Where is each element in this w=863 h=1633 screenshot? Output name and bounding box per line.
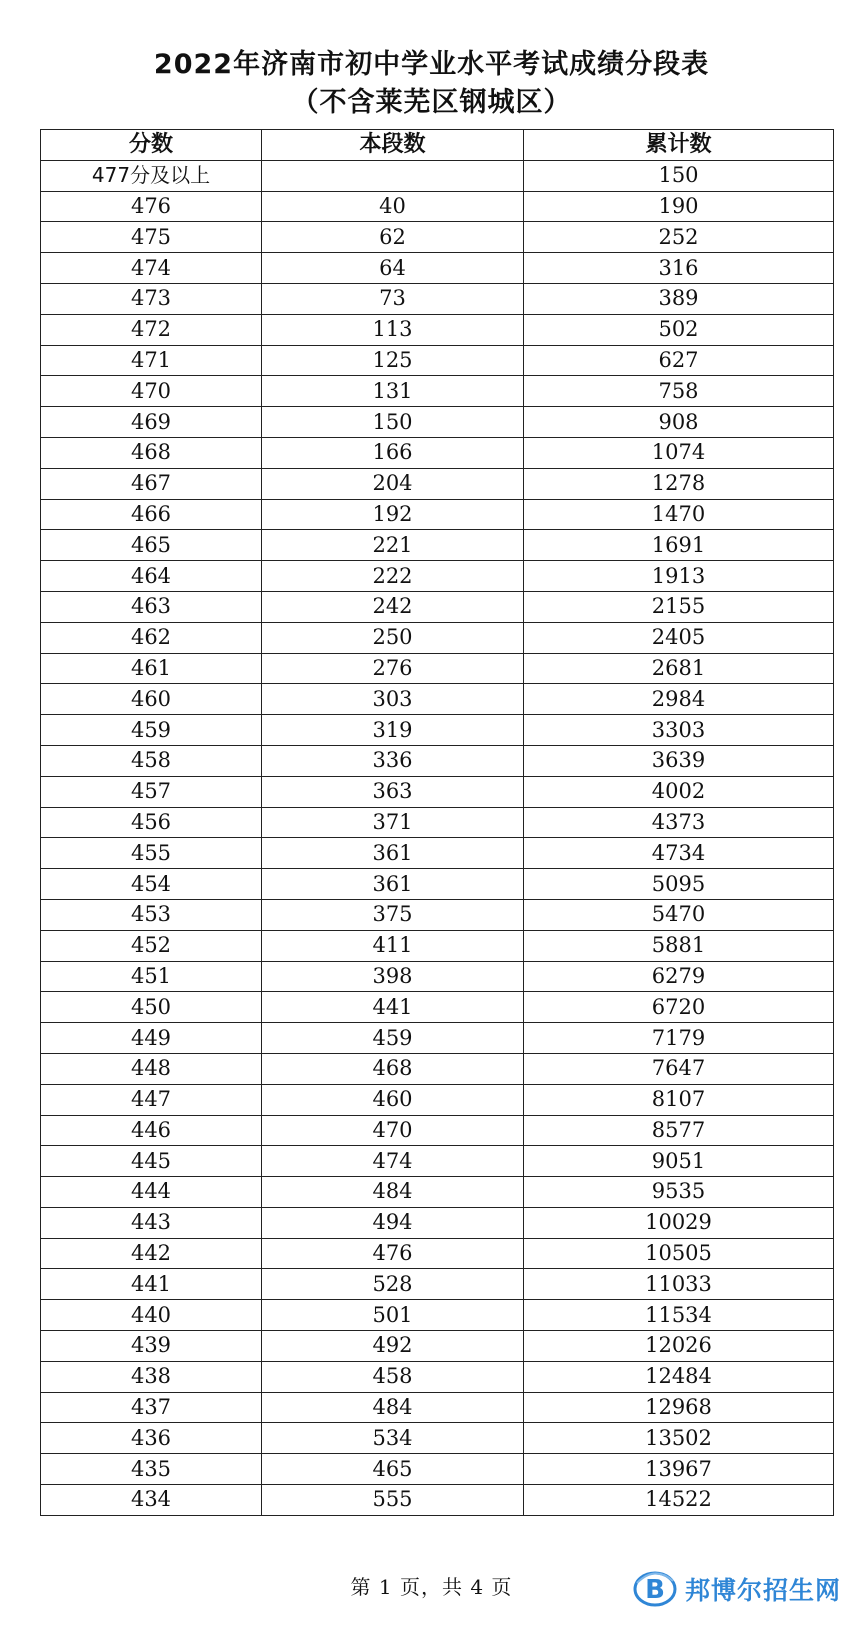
table-row (41, 1115, 834, 1146)
table-row (41, 1084, 834, 1115)
table-header-row (41, 130, 834, 161)
cumulative-count-cell: 10029 (524, 1207, 834, 1238)
segment-count-cell: 361 (262, 869, 524, 900)
score-cell: 474 (41, 253, 262, 284)
score-cell: 458 (41, 745, 262, 776)
score-cell: 460 (41, 684, 262, 715)
segment-count-cell: 375 (262, 899, 524, 930)
segment-count-cell: 371 (262, 807, 524, 838)
score-cell: 454 (41, 869, 262, 900)
table-row (41, 468, 834, 499)
segment-count-cell: 484 (262, 1392, 524, 1423)
cumulative-count-cell: 627 (524, 345, 834, 376)
cumulative-count-cell: 7647 (524, 1053, 834, 1084)
table-row (41, 160, 834, 191)
segment-count-cell: 484 (262, 1177, 524, 1208)
segment-count-cell: 222 (262, 561, 524, 592)
score-cell: 476 (41, 191, 262, 222)
score-cell: 457 (41, 776, 262, 807)
score-cell: 445 (41, 1146, 262, 1177)
score-cell: 434 (41, 1485, 262, 1516)
score-cell: 450 (41, 992, 262, 1023)
cumulative-count-cell: 8107 (524, 1084, 834, 1115)
table-row (41, 1207, 834, 1238)
segment-count-cell: 113 (262, 314, 524, 345)
segment-count-cell: 468 (262, 1053, 524, 1084)
segment-count-cell: 501 (262, 1300, 524, 1331)
segment-count-cell: 465 (262, 1454, 524, 1485)
score-cell: 446 (41, 1115, 262, 1146)
table-row (41, 1238, 834, 1269)
table-row (41, 745, 834, 776)
cumulative-count-cell: 316 (524, 253, 834, 284)
score-cell: 437 (41, 1392, 262, 1423)
cumulative-count-cell: 5470 (524, 899, 834, 930)
cumulative-count-cell: 4734 (524, 838, 834, 869)
segment-count-cell: 131 (262, 376, 524, 407)
cumulative-count-cell: 252 (524, 222, 834, 253)
cumulative-count-cell: 12026 (524, 1331, 834, 1362)
segment-count-cell: 40 (262, 191, 524, 222)
table-row (41, 591, 834, 622)
score-cell: 469 (41, 407, 262, 438)
score-cell: 453 (41, 899, 262, 930)
score-cell: 466 (41, 499, 262, 530)
segment-count-cell: 242 (262, 591, 524, 622)
segment-count-cell: 221 (262, 530, 524, 561)
table-row (41, 345, 834, 376)
cumulative-count-cell: 13967 (524, 1454, 834, 1485)
table-row (41, 653, 834, 684)
segment-count-cell: 276 (262, 653, 524, 684)
segment-count-cell: 534 (262, 1423, 524, 1454)
cumulative-count-cell: 1074 (524, 437, 834, 468)
table-row (41, 1423, 834, 1454)
table-row (41, 499, 834, 530)
segment-count-cell: 204 (262, 468, 524, 499)
segment-count-cell: 441 (262, 992, 524, 1023)
table-row (41, 1269, 834, 1300)
segment-count-cell: 476 (262, 1238, 524, 1269)
table-row (41, 530, 834, 561)
table-row (41, 869, 834, 900)
segment-count-cell: 319 (262, 715, 524, 746)
segment-count-cell: 555 (262, 1485, 524, 1516)
segment-count-cell: 458 (262, 1361, 524, 1392)
score-cell: 440 (41, 1300, 262, 1331)
cumulative-count-cell: 3303 (524, 715, 834, 746)
cumulative-count-cell: 758 (524, 376, 834, 407)
cumulative-count-cell: 12484 (524, 1361, 834, 1392)
score-cell: 439 (41, 1331, 262, 1362)
cumulative-count-cell: 9535 (524, 1177, 834, 1208)
score-cell: 462 (41, 622, 262, 653)
table-row (41, 807, 834, 838)
document-subtitle: （不含莱芜区钢城区） (291, 87, 572, 118)
segment-count-cell: 398 (262, 961, 524, 992)
header-score: 分数 (41, 130, 262, 161)
score-cell: 435 (41, 1454, 262, 1485)
cumulative-count-cell: 1278 (524, 468, 834, 499)
table-row (41, 776, 834, 807)
table-row (41, 1023, 834, 1054)
page-footer: 第 1 页，共 4 页 (350, 1575, 513, 1599)
score-distribution-table (40, 129, 834, 1516)
segment-count-cell (262, 160, 524, 191)
cumulative-count-cell: 908 (524, 407, 834, 438)
score-cell: 471 (41, 345, 262, 376)
table-row (41, 1454, 834, 1485)
table-row (41, 715, 834, 746)
cumulative-count-cell: 2405 (524, 622, 834, 653)
table-row (41, 1053, 834, 1084)
watermark-text: 邦博尔招生网 (684, 1576, 841, 1605)
cumulative-count-cell: 150 (524, 160, 834, 191)
segment-count-cell: 492 (262, 1331, 524, 1362)
score-cell: 467 (41, 468, 262, 499)
table-row (41, 622, 834, 653)
segment-count-cell: 73 (262, 283, 524, 314)
cumulative-count-cell: 9051 (524, 1146, 834, 1177)
segment-count-cell: 361 (262, 838, 524, 869)
table-body (41, 160, 834, 1515)
svg-text:B: B (645, 1575, 665, 1605)
cumulative-count-cell: 11033 (524, 1269, 834, 1300)
table-row (41, 1300, 834, 1331)
table-row (41, 407, 834, 438)
score-cell: 459 (41, 715, 262, 746)
table-row (41, 1331, 834, 1362)
score-cell: 461 (41, 653, 262, 684)
cumulative-count-cell: 2681 (524, 653, 834, 684)
score-cell: 464 (41, 561, 262, 592)
segment-count-cell: 470 (262, 1115, 524, 1146)
table-row (41, 961, 834, 992)
header-segment-count: 本段数 (262, 130, 524, 161)
score-cell: 444 (41, 1177, 262, 1208)
cumulative-count-cell: 11534 (524, 1300, 834, 1331)
table-row (41, 222, 834, 253)
score-cell: 452 (41, 930, 262, 961)
segment-count-cell: 494 (262, 1207, 524, 1238)
segment-count-cell: 125 (262, 345, 524, 376)
cumulative-count-cell: 8577 (524, 1115, 834, 1146)
segment-count-cell: 192 (262, 499, 524, 530)
table-row (41, 283, 834, 314)
score-cell: 463 (41, 591, 262, 622)
cumulative-count-cell: 502 (524, 314, 834, 345)
table-row (41, 191, 834, 222)
score-cell: 449 (41, 1023, 262, 1054)
b-logo-icon (633, 1569, 677, 1609)
cumulative-count-cell: 1913 (524, 561, 834, 592)
cumulative-count-cell: 4002 (524, 776, 834, 807)
table-row (41, 314, 834, 345)
score-cell: 465 (41, 530, 262, 561)
score-cell: 447 (41, 1084, 262, 1115)
segment-count-cell: 250 (262, 622, 524, 653)
table-row (41, 1485, 834, 1516)
cumulative-count-cell: 6279 (524, 961, 834, 992)
cumulative-count-cell: 4373 (524, 807, 834, 838)
table-row (41, 1361, 834, 1392)
segment-count-cell: 303 (262, 684, 524, 715)
table-row (41, 1392, 834, 1423)
score-cell: 477分及以上 (41, 160, 262, 191)
score-cell: 473 (41, 283, 262, 314)
cumulative-count-cell: 12968 (524, 1392, 834, 1423)
segment-count-cell: 460 (262, 1084, 524, 1115)
score-cell: 455 (41, 838, 262, 869)
score-cell: 456 (41, 807, 262, 838)
table-row (41, 1177, 834, 1208)
cumulative-count-cell: 5881 (524, 930, 834, 961)
segment-count-cell: 411 (262, 930, 524, 961)
score-cell: 468 (41, 437, 262, 468)
watermark (633, 1567, 841, 1611)
score-cell: 475 (41, 222, 262, 253)
cumulative-count-cell: 190 (524, 191, 834, 222)
cumulative-count-cell: 389 (524, 283, 834, 314)
cumulative-count-cell: 10505 (524, 1238, 834, 1269)
table-row (41, 930, 834, 961)
segment-count-cell: 62 (262, 222, 524, 253)
cumulative-count-cell: 6720 (524, 992, 834, 1023)
table-row (41, 561, 834, 592)
score-cell: 438 (41, 1361, 262, 1392)
document-title: 2022年济南市初中学业水平考试成绩分段表 (153, 49, 710, 80)
table-row (41, 684, 834, 715)
table-row (41, 376, 834, 407)
table-row (41, 899, 834, 930)
cumulative-count-cell: 1691 (524, 530, 834, 561)
segment-count-cell: 64 (262, 253, 524, 284)
score-cell: 451 (41, 961, 262, 992)
cumulative-count-cell: 14522 (524, 1485, 834, 1516)
score-cell: 436 (41, 1423, 262, 1454)
score-cell: 448 (41, 1053, 262, 1084)
score-cell: 443 (41, 1207, 262, 1238)
segment-count-cell: 166 (262, 437, 524, 468)
header-cumulative-count: 累计数 (524, 130, 834, 161)
score-cell: 472 (41, 314, 262, 345)
cumulative-count-cell: 2984 (524, 684, 834, 715)
cumulative-count-cell: 5095 (524, 869, 834, 900)
cumulative-count-cell: 1470 (524, 499, 834, 530)
cumulative-count-cell: 7179 (524, 1023, 834, 1054)
table-row (41, 437, 834, 468)
cumulative-count-cell: 2155 (524, 591, 834, 622)
table-row (41, 838, 834, 869)
score-cell: 441 (41, 1269, 262, 1300)
segment-count-cell: 474 (262, 1146, 524, 1177)
score-cell: 442 (41, 1238, 262, 1269)
segment-count-cell: 336 (262, 745, 524, 776)
segment-count-cell: 459 (262, 1023, 524, 1054)
table-row (41, 253, 834, 284)
segment-count-cell: 528 (262, 1269, 524, 1300)
segment-count-cell: 150 (262, 407, 524, 438)
table-row (41, 1146, 834, 1177)
segment-count-cell: 363 (262, 776, 524, 807)
table-row (41, 992, 834, 1023)
score-cell: 470 (41, 376, 262, 407)
cumulative-count-cell: 3639 (524, 745, 834, 776)
cumulative-count-cell: 13502 (524, 1423, 834, 1454)
